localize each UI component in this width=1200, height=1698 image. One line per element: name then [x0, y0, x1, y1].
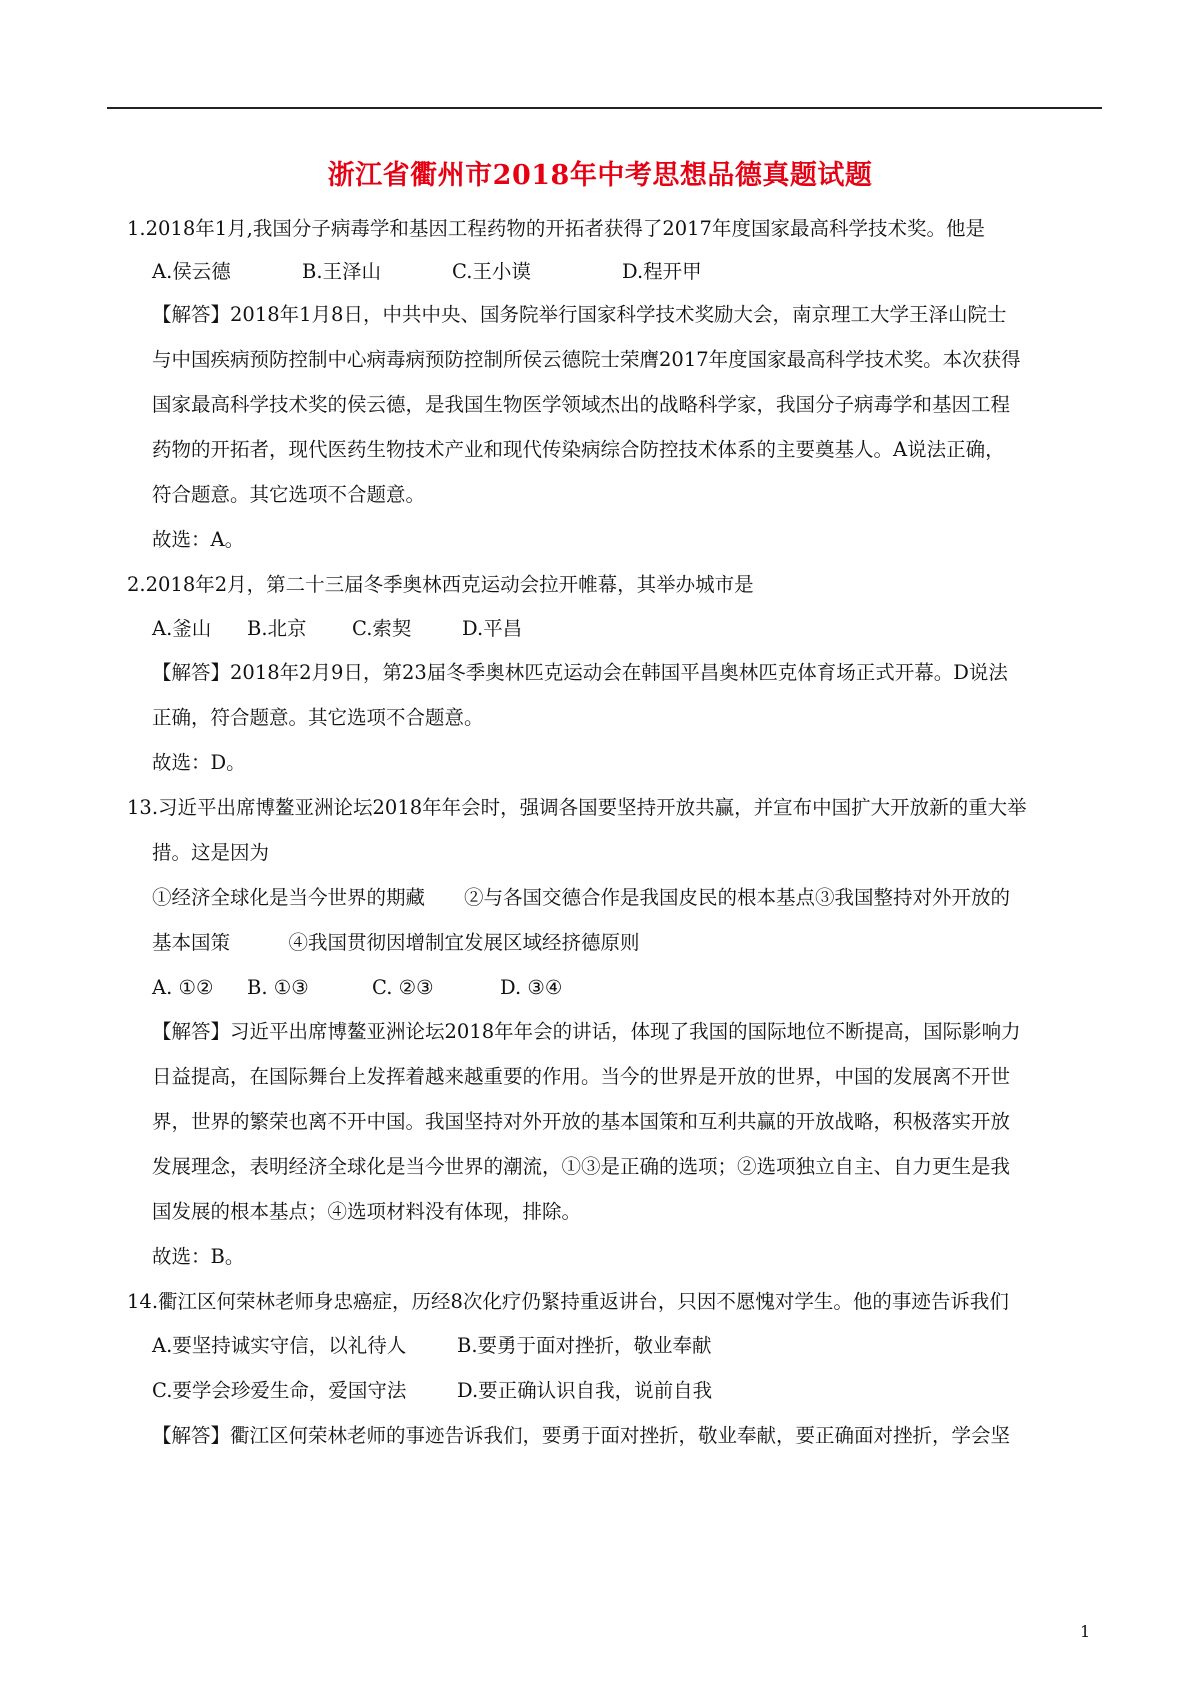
question-2-stem: 2.2018年2月，第二十三届冬季奥林西克运动会拉开帷幕，其举办城市是	[127, 573, 754, 596]
option-b: B. ①③	[247, 976, 309, 999]
question-2-answer-line: 【解答】2018年2月9日，第23届冬季奥林匹克运动会在韩国平昌奥林匹克体育场正式开幕。D说法	[152, 661, 1008, 684]
question-13-stem: 措。这是因为	[152, 841, 270, 864]
question-13-answer-line: 【解答】习近平出席博鳌亚洲论坛2018年年会的讲话，体现了我国的国际地位不断提高，国际影响力	[152, 1020, 1021, 1043]
page-title: 浙江省衢州市2018年中考思想品德真题试题	[327, 160, 873, 191]
question-14-options-row-2	[152, 1376, 712, 1406]
question-1-choice: 故选：A。	[152, 528, 245, 551]
question-2-options	[152, 614, 522, 644]
header-rule	[107, 107, 1102, 109]
question-1-stem: 1.2018年1月,我国分子病毒学和基因工程药物的开拓者获得了2017年度国家最高科学技术奖。他是	[127, 217, 985, 240]
question-2-choice: 故选：D。	[152, 751, 246, 774]
question-14-stem: 14.衢江区何荣林老师身忠癌症，历经8次化疗仍緊持重返讲台，只因不愿愧对学生。他的事迹告诉我们	[127, 1290, 1009, 1313]
option-b: B.北京	[247, 617, 307, 640]
question-13-stem: 13.习近平出席博鳌亚洲论坛2018年年会时，强调各国要坚持开放共赢，并宣布中国扩大开放新的重大举	[127, 796, 1027, 819]
option-a: A.釜山	[152, 617, 212, 640]
question-13-statement: 基本国策 ④我国贯彻因增制宜发展区域经挤德原则	[152, 931, 640, 954]
question-13-answer-line: 发展理念，表明经济全球化是当今世界的潮流，①③是正确的选项；②选项独立自主、自力更生是我	[152, 1155, 1011, 1178]
option-c: C.索契	[352, 617, 412, 640]
option-c: C.要学会珍爱生命，爱国守法	[152, 1379, 407, 1402]
question-13-choice: 故选：B。	[152, 1245, 245, 1268]
question-13-answer-line: 国发展的根本基点；④选项材料没有体现，排除。	[152, 1200, 582, 1223]
question-2-answer-line: 正确，符合题意。其它选项不合题意。	[152, 706, 484, 729]
question-1-answer-line: 国家最高科学技术奖的侯云德，是我国生物医学领域杰出的战略科学家，我国分子病毒学和基因工程	[152, 393, 1011, 416]
option-c: C.王小谟	[452, 260, 531, 283]
question-1-answer-line: 【解答】2018年1月8日，中共中央、国务院举行国家科学技术奖励大会，南京理工大学王泽山院士	[152, 303, 1007, 326]
option-a: A.侯云德	[152, 260, 231, 283]
option-d: D.程开甲	[622, 260, 702, 283]
question-1-options	[152, 257, 702, 287]
option-d: D.要正确认识自我，说前自我	[457, 1379, 713, 1402]
question-14-options-row-1	[152, 1331, 712, 1361]
option-a: A. ①②	[152, 976, 214, 999]
option-d: D.平昌	[462, 617, 523, 640]
question-13-statement: ①经济全球化是当今世界的期藏 ②与各国交德合作是我国皮民的根本基点③我国整持对外开放的	[152, 886, 1011, 909]
option-b: B.要勇于面对挫折，敬业奉献	[457, 1334, 712, 1357]
question-13-answer-line: 日益提高，在国际舞台上发挥着越来越重要的作用。当今的世界是开放的世界，中国的发展离不开世	[152, 1065, 1011, 1088]
question-14-answer-line: 【解答】衢江区何荣林老师的事迹告诉我们，要勇于面对挫折，敬业奉献，要正确面对挫折，学会坚	[152, 1424, 1011, 1447]
option-c: C. ②③	[372, 976, 434, 999]
question-1-answer-line: 与中国疾病预防控制中心病毒病预防控制所侯云德院士荣膺2017年度国家最高科学技术奖。本次获得	[152, 348, 1021, 371]
question-1-answer-line: 符合题意。其它选项不合题意。	[152, 483, 426, 506]
question-1-answer-line: 药物的开拓者，现代医药生物技术产业和现代传染病综合防控技术体系的主要奠基人。A说法正确，	[152, 438, 1005, 461]
page-number: 1	[1080, 1622, 1091, 1641]
option-d: D. ③④	[500, 976, 563, 999]
question-13-answer-line: 界，世界的繁荣也离不开中国。我国坚持对外开放的基本国策和互利共赢的开放战略，积极落实开放	[152, 1110, 1011, 1133]
question-13-options	[152, 973, 562, 1003]
option-b: B.王泽山	[302, 260, 382, 283]
option-a: A.要坚持诚实守信，以礼待人	[152, 1334, 407, 1357]
